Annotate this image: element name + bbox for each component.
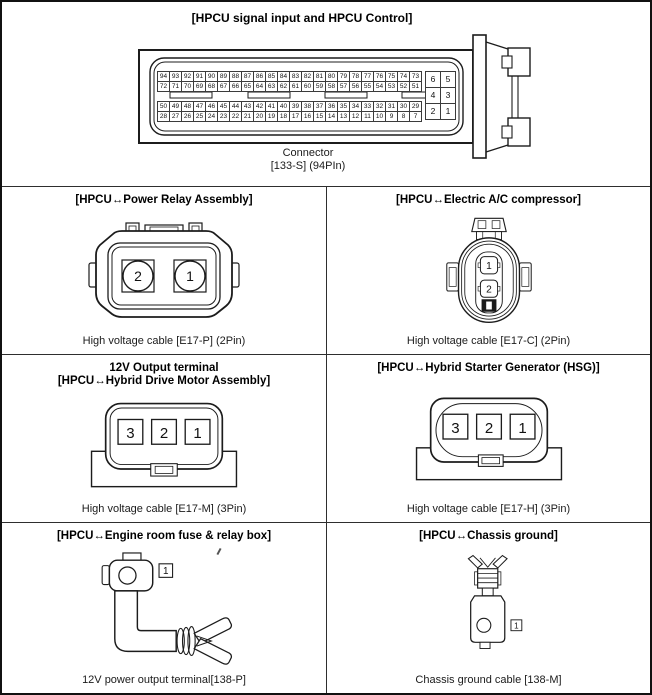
ground-terminal-drawing xyxy=(445,554,532,664)
pin-cell: 87 xyxy=(243,73,252,80)
neck xyxy=(482,588,493,596)
bolt-hole xyxy=(477,618,491,632)
pin-cell: 75 xyxy=(387,73,396,80)
pin-cell: 45 xyxy=(219,103,228,110)
pin-cell: 11 xyxy=(362,112,373,121)
pin-cell: 76 xyxy=(375,73,384,80)
hsg-connector-drawing xyxy=(413,393,565,485)
connector-caption xyxy=(2,147,614,173)
pin-cell: 14 xyxy=(327,113,336,120)
pin-cell: 83 xyxy=(291,73,300,80)
pin-cell: 17 xyxy=(291,113,300,120)
side-tab-right xyxy=(519,262,531,290)
pin-cell: 12 xyxy=(351,113,360,120)
pin-cell: 72 xyxy=(159,83,168,90)
section-title: [HPCU↔Engine room fuse & relay box] xyxy=(56,530,272,542)
pin-cell: 4 xyxy=(426,88,440,103)
pin-cell: 50 xyxy=(159,103,168,110)
pin-cell: 29 xyxy=(411,103,420,110)
pin-cell: 34 xyxy=(351,103,360,110)
bolt-hole xyxy=(119,567,136,584)
pin-cell: 26 xyxy=(183,113,192,120)
pin-cell: 10 xyxy=(375,113,384,120)
crimp-ring xyxy=(188,627,195,656)
pin-cell: 58 xyxy=(327,83,336,90)
pin-number: 1 xyxy=(517,419,527,437)
fuse-terminal-drawing xyxy=(85,552,243,665)
bottom-tab xyxy=(480,642,490,648)
pin-cell: 57 xyxy=(339,83,348,90)
pin-number: 2 xyxy=(485,284,492,296)
connector-caption: High voltage cable [E17-C] (2Pin) xyxy=(406,335,571,347)
pin-number: 2 xyxy=(484,419,493,437)
pin-cell: 47 xyxy=(195,103,204,110)
pin-cell: 24 xyxy=(207,113,216,120)
pin-cell: 51 xyxy=(411,83,420,90)
pin-number: 3 xyxy=(450,419,460,437)
connector-caption: 12V power output terminal[138-P] xyxy=(82,674,246,686)
pin-number: 1 xyxy=(485,260,492,272)
connector-caption: Chassis ground cable [138-M] xyxy=(415,674,562,686)
pin-cell: 74 xyxy=(399,73,408,80)
key-tab xyxy=(325,92,367,98)
pin-cell: 52 xyxy=(399,83,408,90)
section-hsg xyxy=(327,355,650,523)
pin-number: 2 xyxy=(134,268,142,284)
pin-cell: 56 xyxy=(351,83,360,90)
section-chassis-ground xyxy=(327,523,650,693)
pin-cell: 30 xyxy=(399,103,408,110)
fork-prong-right xyxy=(493,555,507,567)
section-fuse-relay-box xyxy=(2,523,327,693)
pin-cell: 93 xyxy=(171,73,180,80)
section-title: [HPCU↔Chassis ground] xyxy=(419,530,558,542)
pin-cell: 60 xyxy=(303,83,312,90)
pin-cell: 15 xyxy=(315,113,324,120)
pin-cell: 54 xyxy=(375,83,384,90)
pin-cell: 91 xyxy=(195,73,204,80)
pin-cell: 40 xyxy=(279,103,288,110)
section-title-block xyxy=(58,362,270,388)
section-title-line2: [HPCU↔Hybrid Drive Motor Assembly] xyxy=(57,375,271,387)
pin-cell: 85 xyxy=(267,73,276,80)
pin-cell: 2 xyxy=(426,104,440,119)
section-title: [HPCU↔Electric A/C compressor] xyxy=(396,194,581,206)
cap xyxy=(471,218,505,231)
fork-prong-left xyxy=(468,555,482,567)
pin-cell: 66 xyxy=(231,83,240,90)
connector-caption: High voltage cable [E17-M] (3Pin) xyxy=(81,503,247,515)
pin-cell: 13 xyxy=(339,113,348,120)
pin-cell: 21 xyxy=(243,113,252,120)
section-title: [HPCU signal input and HPCU Control] xyxy=(191,11,413,25)
pin-cell: 92 xyxy=(183,73,192,80)
section-title: [HPCU↔Power Relay Assembly] xyxy=(75,194,253,206)
pin-grid-side-block xyxy=(425,71,456,120)
pin-cell: 22 xyxy=(231,113,240,120)
pin-cell: 70 xyxy=(183,83,192,90)
pin-cell: 46 xyxy=(207,103,216,110)
pin-cell: 73 xyxy=(411,73,420,80)
pin-cell: 9 xyxy=(386,112,397,121)
section-power-relay xyxy=(2,187,327,355)
pin-cell: 3 xyxy=(441,88,455,103)
pin-grid-upper xyxy=(157,71,422,92)
pin-cell: 55 xyxy=(363,83,372,90)
pin-cell: 82 xyxy=(303,73,312,80)
pin-cell: 80 xyxy=(327,73,336,80)
pin-cell: 1 xyxy=(441,104,455,119)
pin-cell: 69 xyxy=(195,83,204,90)
drive-motor-connector-drawing xyxy=(88,400,240,492)
pin-cell: 84 xyxy=(279,73,288,80)
pin-cell: 67 xyxy=(219,83,228,90)
key-tab xyxy=(248,92,290,98)
section-title: [HPCU↔Hybrid Starter Generator (HSG)] xyxy=(377,362,600,374)
pin-number: 1 xyxy=(193,424,202,442)
pin-cell: 41 xyxy=(267,103,276,110)
pin-number: 1 xyxy=(163,566,169,578)
pin-cell: 31 xyxy=(387,103,396,110)
connector-caption: High voltage cable [E17-P] (2Pin) xyxy=(82,335,246,347)
pin-number: 1 xyxy=(514,620,519,630)
pin-grid-lower xyxy=(157,101,422,122)
pin-cell: 89 xyxy=(219,73,228,80)
pin-cell: 27 xyxy=(171,113,180,120)
pin-cell: 5 xyxy=(441,72,455,87)
pin-number: 1 xyxy=(186,268,194,284)
pin-cell: 7 xyxy=(410,112,421,121)
pin-cell: 77 xyxy=(363,73,372,80)
pin-cell: 64 xyxy=(255,83,264,90)
key-tab xyxy=(170,92,212,98)
pin-number: 2 xyxy=(159,424,169,442)
pin-cell: 32 xyxy=(375,103,384,110)
pin-cell: 43 xyxy=(243,103,252,110)
pin-cell: 35 xyxy=(339,103,348,110)
section-ac-compressor xyxy=(327,187,650,355)
caption-line: Connector xyxy=(282,147,334,159)
pin-number: 3 xyxy=(126,424,135,442)
pin-cell: 48 xyxy=(183,103,192,110)
side-bump xyxy=(102,566,109,585)
pin-cell: 86 xyxy=(255,73,264,80)
pin-cell: 49 xyxy=(171,103,180,110)
bracket-plate xyxy=(473,35,486,158)
pin-cell: 39 xyxy=(291,103,300,110)
pin-cell: 6 xyxy=(426,72,440,87)
pin-cell: 38 xyxy=(303,103,312,110)
pin-cell: 36 xyxy=(327,103,336,110)
pin-cell: 25 xyxy=(195,113,204,120)
pin-cell: 23 xyxy=(219,113,228,120)
pin-cell: 63 xyxy=(267,83,276,90)
pin-cell: 94 xyxy=(159,73,168,80)
pin-cell: 78 xyxy=(351,73,360,80)
connector-caption: High voltage cable [E17-H] (3Pin) xyxy=(406,503,571,515)
caption-line: [133-S] (94PIn) xyxy=(270,160,346,172)
pin-cell: 81 xyxy=(315,73,324,80)
section-hpcu-main xyxy=(2,2,650,187)
pin-cell: 19 xyxy=(267,113,276,120)
pin-cell: 8 xyxy=(398,112,409,121)
pin-cell: 68 xyxy=(207,83,216,90)
pin-cell: 20 xyxy=(255,113,264,120)
pin-cell: 88 xyxy=(231,73,240,80)
ac-compressor-connector-drawing xyxy=(445,216,533,327)
pin-cell: 53 xyxy=(387,83,396,90)
pin-cell: 90 xyxy=(207,73,216,80)
pin-cell: 79 xyxy=(339,73,348,80)
pin-cell: 37 xyxy=(315,103,324,110)
pin-cell: 61 xyxy=(291,83,300,90)
pin-cell: 59 xyxy=(315,83,324,90)
pin-cell: 33 xyxy=(363,103,372,110)
section-drive-motor xyxy=(2,355,327,523)
side-tab-left xyxy=(446,262,458,290)
pin-cell: 16 xyxy=(303,113,312,120)
pin-cell: 62 xyxy=(279,83,288,90)
terminal-body xyxy=(115,591,176,651)
pin-cell: 18 xyxy=(279,113,288,120)
power-relay-connector-drawing xyxy=(88,221,240,321)
pin-cell: 28 xyxy=(159,113,168,120)
pin-cell: 71 xyxy=(171,83,180,90)
bottom-tab xyxy=(151,463,178,475)
pin-cell: 65 xyxy=(243,83,252,90)
pin-cell: 42 xyxy=(255,103,264,110)
pin-cell: 44 xyxy=(231,103,240,110)
section-title-line1: 12V Output terminal xyxy=(109,362,219,374)
fork-prong-bottom xyxy=(194,639,231,664)
